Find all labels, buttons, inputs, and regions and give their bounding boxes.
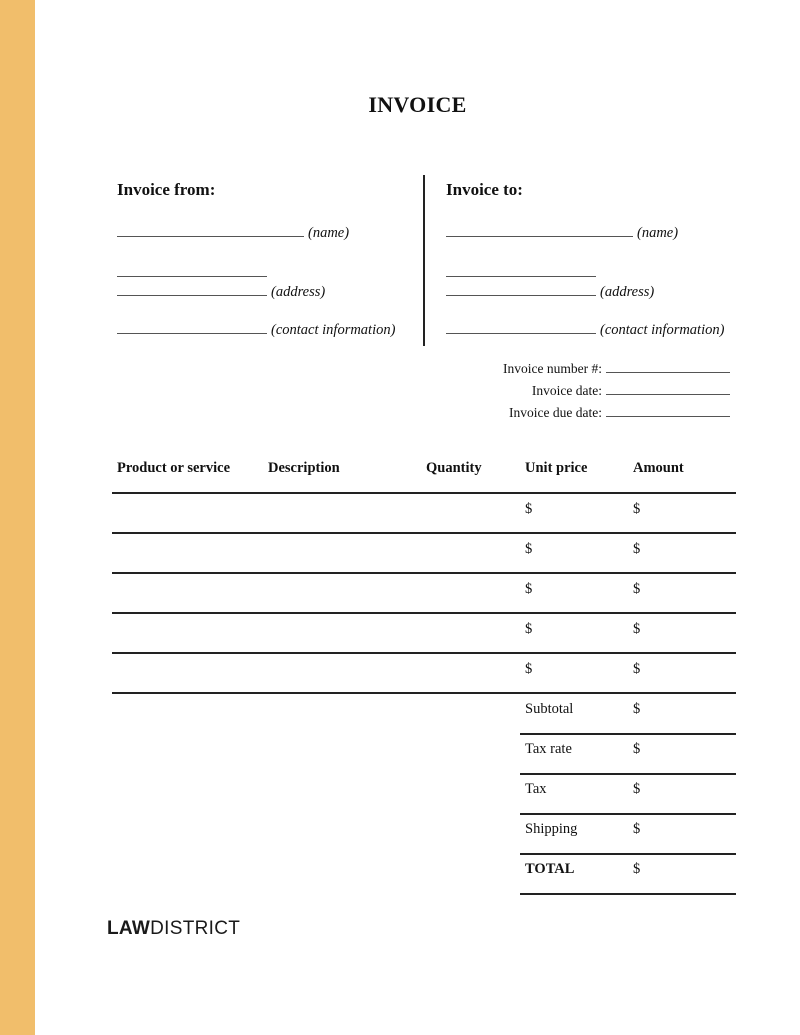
- row-2-amount[interactable]: $: [633, 541, 641, 557]
- table-rule: [112, 652, 736, 654]
- invoice-from-heading: Invoice from:: [117, 180, 216, 199]
- from-address-blank-1[interactable]: [117, 264, 267, 277]
- invoice-number-field[interactable]: [503, 361, 730, 377]
- row-2-unit-price[interactable]: $: [525, 541, 533, 557]
- from-name-hint: (name): [308, 225, 350, 241]
- from-name-blank[interactable]: [117, 224, 304, 237]
- table-rule: [112, 492, 736, 494]
- row-1-amount[interactable]: $: [633, 501, 641, 517]
- row-3-unit-price[interactable]: $: [525, 581, 533, 597]
- row-4-amount[interactable]: $: [633, 621, 641, 637]
- brand-logo: [107, 918, 240, 940]
- to-name-blank[interactable]: [446, 224, 633, 237]
- row-5-amount[interactable]: $: [633, 661, 641, 677]
- from-address-field[interactable]: [117, 283, 325, 301]
- to-name-hint: (name): [637, 225, 679, 241]
- to-contact-hint: (contact information): [600, 322, 725, 338]
- tax-rate-value[interactable]: $: [633, 741, 641, 757]
- row-5-unit-price[interactable]: $: [525, 661, 533, 677]
- side-accent-strip: [0, 0, 35, 1035]
- page-title: INVOICE: [368, 92, 467, 117]
- to-address-field[interactable]: [446, 283, 654, 301]
- from-address-line-1[interactable]: [117, 264, 271, 282]
- to-address-blank-2[interactable]: [446, 283, 596, 296]
- row-1-unit-price[interactable]: $: [525, 501, 533, 517]
- subtotal-value[interactable]: $: [633, 701, 641, 717]
- vertical-divider: [423, 175, 425, 346]
- logo-bold-part: LAW: [107, 918, 151, 939]
- subtotal-label: Subtotal: [525, 701, 574, 717]
- invoice-date-field[interactable]: [532, 383, 730, 399]
- from-address-hint: (address): [271, 284, 326, 300]
- total-label: TOTAL: [525, 861, 575, 877]
- from-contact-field[interactable]: [117, 321, 395, 339]
- invoice-due-date-blank[interactable]: [606, 405, 730, 417]
- invoice-number-blank[interactable]: [606, 361, 730, 373]
- invoice-due-date-field[interactable]: [509, 405, 730, 421]
- row-4-unit-price[interactable]: $: [525, 621, 533, 637]
- header-product: Product or service: [117, 460, 231, 476]
- from-address-blank-2[interactable]: [117, 283, 267, 296]
- totals-rule: [520, 853, 736, 855]
- total-value[interactable]: $: [633, 861, 641, 877]
- to-name-field[interactable]: [446, 224, 678, 242]
- invoice-date-label: Invoice date:: [531, 383, 602, 398]
- header-unit-price: Unit price: [525, 460, 588, 476]
- invoice-date-blank[interactable]: [606, 383, 730, 395]
- tax-value[interactable]: $: [633, 781, 641, 797]
- invoice-to-heading: Invoice to:: [446, 180, 523, 199]
- tax-rate-label: Tax rate: [525, 741, 572, 757]
- from-contact-blank[interactable]: [117, 321, 267, 334]
- table-rule: [112, 532, 736, 534]
- to-contact-blank[interactable]: [446, 321, 596, 334]
- totals-rule: [520, 813, 736, 815]
- invoice-number-label: Invoice number #:: [503, 361, 602, 376]
- totals-rule: [520, 893, 736, 895]
- shipping-value[interactable]: $: [633, 821, 641, 837]
- shipping-label: Shipping: [525, 821, 578, 837]
- totals-rule: [520, 773, 736, 775]
- logo-regular-part: DISTRICT: [150, 918, 241, 939]
- table-rule: [112, 572, 736, 574]
- table-rule: [112, 612, 736, 614]
- row-3-amount[interactable]: $: [633, 581, 641, 597]
- header-description: Description: [268, 460, 340, 476]
- to-address-line-1[interactable]: [446, 264, 600, 282]
- from-name-field[interactable]: [117, 224, 349, 242]
- to-address-hint: (address): [600, 284, 655, 300]
- table-rule: [112, 692, 736, 694]
- from-contact-hint: (contact information): [271, 322, 396, 338]
- invoice-due-date-label: Invoice due date:: [509, 405, 602, 420]
- header-amount: Amount: [633, 460, 684, 476]
- tax-label: Tax: [525, 781, 547, 797]
- to-address-blank-1[interactable]: [446, 264, 596, 277]
- to-contact-field[interactable]: [446, 321, 724, 339]
- totals-rule: [520, 733, 736, 735]
- header-quantity: Quantity: [426, 460, 482, 476]
